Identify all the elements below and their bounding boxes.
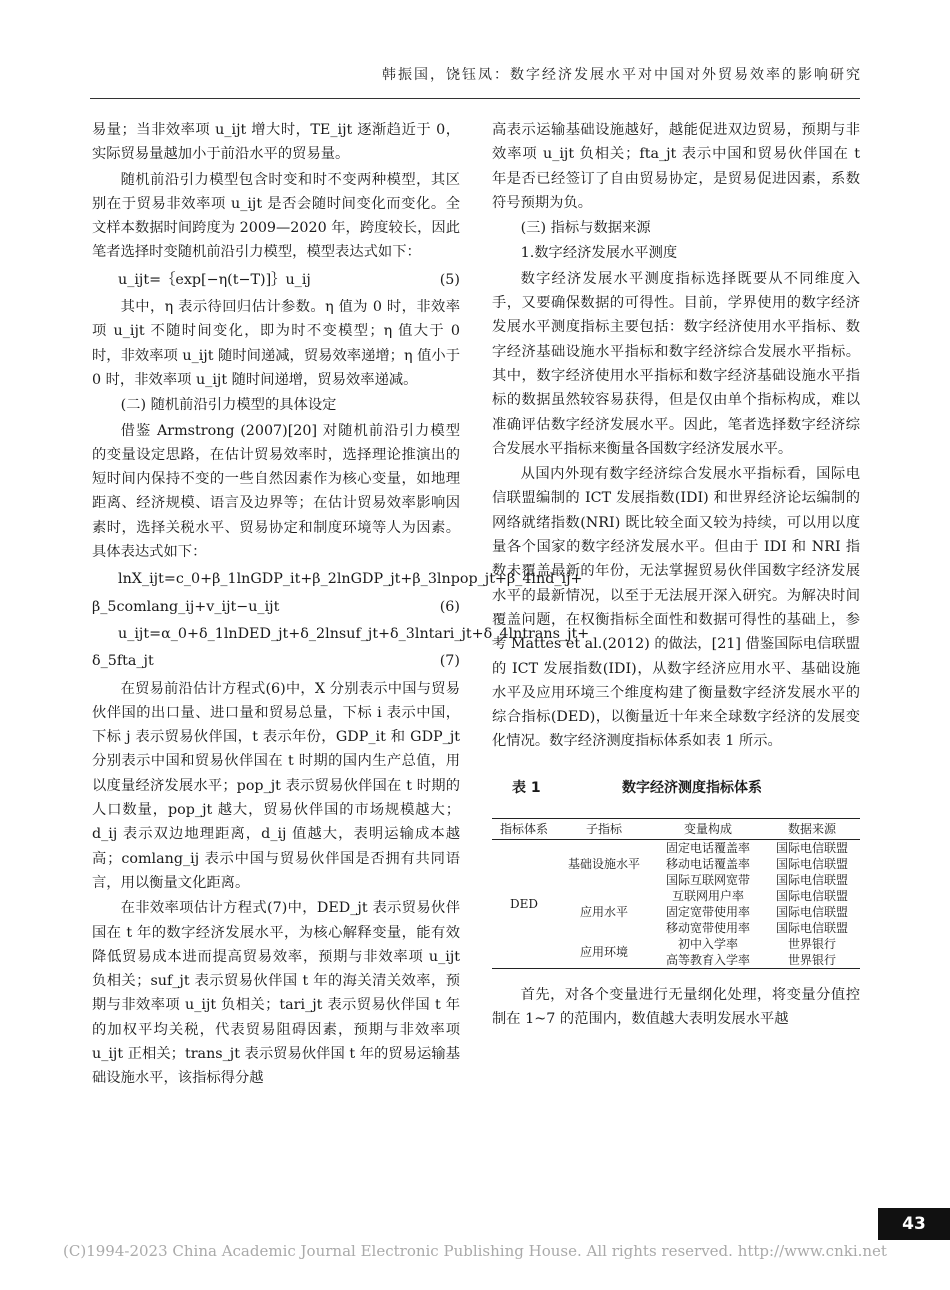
paragraph: 数字经济发展水平测度指标选择既要从不同维度入手，又要确保数据的可得性。目前，学界使用的数字经济发展水平测度指标主要包括：数字经济使用水平指标、数字经济基础设施水平指标和数字经济综合发展水平指标。其中，数字经济使用水平指标和数字经济基础设施水平指标的数据虽然较容易获得，但是仅由单个指标构成，难以准确评估数字经济发展水平。因此，笔者选择数字经济综合发展水平指标来衡量各国数字经济发展水平。 (492, 270, 860, 457)
equation-number: (6) (439, 598, 460, 615)
running-header: 韩振国，饶钰凤：数字经济发展水平对中国对外贸易效率的影响研究 (382, 67, 862, 83)
table-header-cell: 子指标 (556, 819, 652, 840)
paragraph: 其中，η 表示待回归估计参数。η 值为 0 时，非效率项 u_ijt 不随时间变化，即为时不变模型；η 值大于 0 时，非效率项 u_ijt 随时间递减，贸易效率递增；η 值小于 0 时，非效率项 u_ijt 随时间递增，贸易效率递减。 (92, 299, 460, 388)
source-cell: 国际电信联盟 (775, 857, 848, 872)
source-cell: 世界银行 (787, 937, 836, 952)
paragraph: 易量；当非效率项 u_ijt 增大时，TE_ijt 逐渐趋近于 0，实际贸易量越加小于前沿水平的贸易量。 (92, 122, 460, 163)
section-heading: (二) 随机前沿引力模型的具体设定 (120, 397, 337, 414)
system-cell: DED (509, 897, 538, 912)
variable-cell: 移动宽带使用率 (665, 921, 750, 936)
variable-cell: 移动电话覆盖率 (665, 857, 750, 872)
paragraph: 高表示运输基础设施越好，越能促进双边贸易，预期与非效率项 u_ijt 负相关；fta_jt 表示中国和贸易伙伴国在 t 年是否已经签订了自由贸易协定，是贸易促进因素，系数符号预期为负。 (492, 122, 860, 211)
paragraph: 随机前沿引力模型包含时变和时不变两种模型，其区别在于贸易非效率项 u_ijt 是否会随时间变化而变化。全文样本数据时间跨度为 2009—2020 年，跨度较长，因此笔者选择时变随机前沿引力模型，模型表达式如下： (92, 171, 460, 261)
section-heading: (三) 指标与数据来源 (520, 220, 651, 237)
paragraph: 在贸易前沿估计方程式(6)中，X 分别表示中国与贸易伙伴国的出口量、进口量和贸易总量，下标 i 表示中国，下标 j 表示贸易伙伴国，t 表示年份，GDP_it 和 GDP_jt 分别表示中国和贸易伙伴国在 t 时期的国内生产总值，用以度量经济发展水平；pop_jt 表示贸易伙伴国在 t 时期的人口数量，pop_jt 越大，贸易伙伴国的市场规模越大；d_ij 表示双边地理距离，d_ij 值越大，表明运输成本越高；comlang_ij 表示中国与贸易伙伴国是否拥有共同语言，用以衡量文化距离。 (92, 680, 460, 891)
sub-indicator-cell: 基础设施水平 (567, 857, 640, 872)
variable-cell: 初中入学率 (677, 937, 738, 952)
variable-cell: 固定电话覆盖率 (665, 841, 750, 856)
table-caption (492, 776, 860, 800)
equation-body: u_ijt=α_0+δ_1lnDED_jt+δ_2lnsuf_jt+δ_3lntari_jt+δ_4lntrans_jt+ (118, 625, 590, 642)
right-column (492, 118, 860, 1033)
equation-7-line1 (92, 622, 590, 646)
header-rule (90, 98, 860, 99)
equation-5 (92, 268, 460, 292)
source-cell: 世界银行 (787, 953, 836, 968)
variable-cell: 互联网用户率 (671, 889, 744, 904)
equation-body: lnX_ijt=c_0+β_1lnGDP_it+β_2lnGDP_jt+β_3lnpop_jt+β_4lnd_ij+ (118, 571, 583, 588)
variable-cell: 国际互联网宽带 (665, 873, 750, 888)
paragraph: 在非效率项估计方程式(7)中，DED_jt 表示贸易伙伴国在 t 年的数字经济发展水平，为核心解释变量，能有效降低贸易成本进而提高贸易效率，预期与非效率项 u_ijt 负相关；suf_jt 表示贸易伙伴国 t 年的海关清关效率，预期与非效率项 u_ijt 负相关；tari_jt 表示贸易伙伴国 t 年的加权平均关税，代表贸易阻碍因素，预期与非效率项 u_ijt 正相关；trans_jt 表示贸易伙伴国 t 年的贸易运输基础设施水平，该指标得分越 (92, 900, 460, 1087)
equation-body: δ_5fta_jt (92, 653, 154, 670)
equation-6-line2 (92, 595, 460, 619)
equation-body: u_ijt=｛exp[−η(t−T)]｝u_ij (118, 271, 311, 288)
variable-cell: 高等教育入学率 (665, 953, 750, 968)
source-cell: 国际电信联盟 (775, 841, 848, 856)
source-cell: 国际电信联盟 (775, 905, 848, 920)
table-header-cell: 数据来源 (764, 819, 860, 840)
indicator-table (492, 818, 860, 969)
table-header-cell: 变量构成 (652, 819, 764, 840)
table-label: 表 1 (512, 779, 541, 796)
variable-cell: 固定宽带使用率 (665, 905, 750, 920)
paragraph: 首先，对各个变量进行无量纲化处理，将变量分值控制在 1~7 的范围内，数值越大表明发展水平越 (492, 987, 860, 1028)
paragraph: 借鉴 Armstrong (2007)[20] 对随机前沿引力模型的变量设定思路，在估计贸易效率时，选择理论推演出的短时间内保持不变的一些自然因素作为核心变量，如地理距离、经济规模、语言及边界等；在估计贸易效率影响因素时，选择关税水平、贸易协定和制度环境等人为因素。具体表达式如下： (92, 422, 460, 561)
page-number: 43 (878, 1208, 950, 1240)
sub-indicator-cell: 应用环境 (579, 945, 628, 960)
table-header-cell: 指标体系 (492, 819, 556, 840)
table-title: 数字经济测度指标体系 (622, 779, 762, 796)
source-cell: 国际电信联盟 (775, 873, 848, 888)
equation-7-line2 (92, 649, 460, 673)
sub-indicator-cell: 应用水平 (579, 905, 628, 920)
table-row (492, 840, 860, 857)
equation-number: (7) (439, 653, 460, 670)
equation-6-line1 (92, 567, 583, 591)
equation-body: β_5comlang_ij+v_ijt−u_ijt (92, 598, 280, 615)
source-cell: 国际电信联盟 (775, 921, 848, 936)
subsection-heading: 1.数字经济发展水平测度 (520, 245, 678, 262)
paragraph: 从国内外现有数字经济综合发展水平指标看，国际电信联盟编制的 ICT 发展指数(IDI) 和世界经济论坛编制的网络就绪指数(NRI) 既比较全面又较为持续，可以用以度量各个国家的数字经济发展水平。但由于 IDI 和 NRI 指数未覆盖最新的年份，无法掌握贸易伙伴国数字经济发展水平的最新情况，以至于无法展开深入研究。为解决时间覆盖问题，在权衡指标全面性和数据可得性的基础上，参考 Mattes et al.(2012) 的做法，[21] 借鉴国际电信联盟的 ICT 发展指数(IDI)，从数字经济应用水平、基础设施水平及应用环境三个维度构建了衡量数字经济发展水平的综合指标(DED)，以衡量近十年来全球数字经济的发展变化情况。数字经济测度指标体系如表 1 所示。 (492, 466, 860, 750)
equation-number: (5) (439, 271, 460, 288)
copyright-footer: (C)1994-2023 China Academic Journal Electronic Publishing House. All rights reserved. http://www.cnki.net (63, 1242, 887, 1260)
source-cell: 国际电信联盟 (775, 889, 848, 904)
